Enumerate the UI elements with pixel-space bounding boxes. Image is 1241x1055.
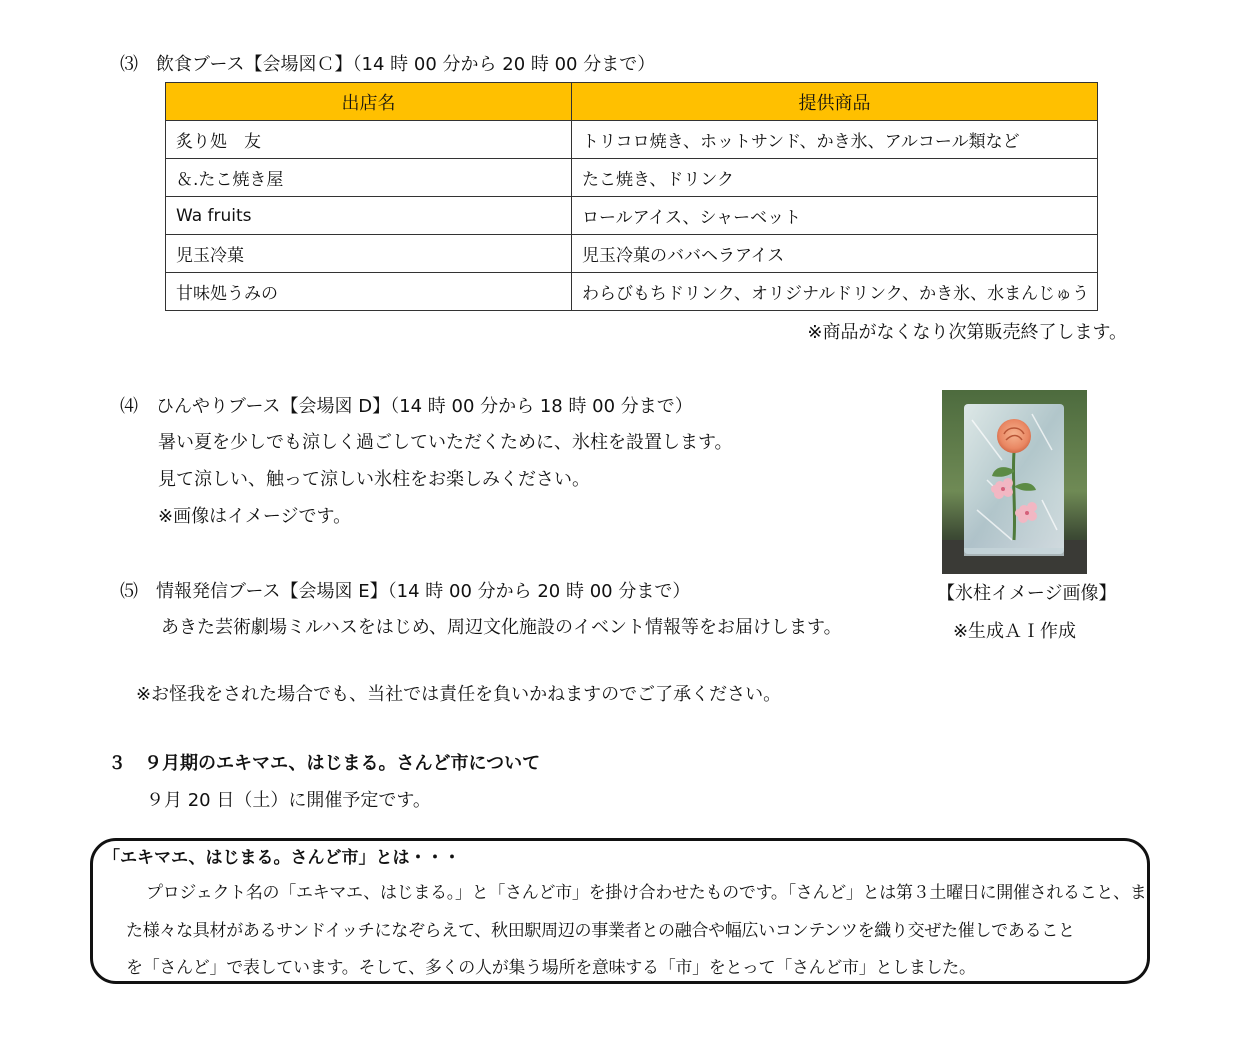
shop-name: ＆.たこ焼き屋: [166, 159, 572, 197]
shop-products: ロールアイス、シャーベット: [572, 197, 1098, 235]
table-row: [166, 235, 1098, 273]
column-header-products: 提供商品: [572, 83, 1098, 121]
image-credit: ※生成ＡＩ作成: [952, 621, 1077, 642]
table-header-row: [166, 83, 1098, 121]
shop-name: 児玉冷菓: [166, 235, 572, 273]
ice-pillar-image: [942, 390, 1087, 574]
table-row: [166, 159, 1098, 197]
info-box-line: た様々な具材があるサンドイッチになぞらえて、秋田駅周辺の事業者との融合や幅広いコンテンツを織り交ぜた催しであること: [126, 921, 1075, 941]
section-4-heading: ⑷ ひんやりブース【会場図 D】（14 時 00 分から 18 時 00 分まで）: [120, 396, 693, 417]
disclaimer: ※お怪我をされた場合でも、当社では責任を負いかねますのでご了承ください。: [136, 684, 782, 705]
shop-products: トリコロ焼き、ホットサンド、かき氷、アルコール類など: [572, 121, 1098, 159]
section-next-body: ９月 20 日（土）に開催予定です。: [146, 790, 431, 811]
shop-name: Wa fruits: [166, 197, 572, 235]
section-4-line: ※画像はイメージです。: [158, 506, 352, 527]
info-box-line: プロジェクト名の「エキマエ、はじまる。」と「さんど市」を掛け合わせたものです。「さんど」とは第３土曜日に開催されること、ま: [146, 883, 1147, 903]
section-4-line: 暑い夏を少しでも涼しく過ごしていただくために、氷柱を設置します。: [158, 432, 733, 453]
table-row: [166, 197, 1098, 235]
info-box-title: 「エキマエ、はじまる。さんど市」とは・・・: [103, 848, 461, 868]
booth-table: [165, 82, 1098, 311]
sold-out-note: ※商品がなくなり次第販売終了します。: [807, 322, 1127, 343]
table-row: [166, 121, 1098, 159]
section-5-heading: ⑸ 情報発信ブース【会場図 E】（14 時 00 分から 20 時 00 分まで）: [120, 581, 691, 602]
shop-products: たこ焼き、ドリンク: [572, 159, 1098, 197]
shop-name: 甘味処うみの: [166, 273, 572, 311]
column-header-shop: 出店名: [166, 83, 572, 121]
table-row: [166, 273, 1098, 311]
info-box-line: を「さんど」で表しています。そして、多くの人が集う場所を意味する「市」をとって「さんど市」としました。: [126, 958, 976, 978]
section-next-heading: ３ ９月期のエキマエ、はじまる。さんど市について: [108, 753, 541, 774]
shop-products: わらびもちドリンク、オリジナルドリンク、かき氷、水まんじゅう: [572, 273, 1098, 311]
section-4-line: 見て涼しい、触って涼しい氷柱をお楽しみください。: [158, 469, 590, 490]
section-5-body: あきた芸術劇場ミルハスをはじめ、周辺文化施設のイベント情報等をお届けします。: [161, 617, 842, 638]
section-3-heading: ⑶ 飲食ブース【会場図Ｃ】（14 時 00 分から 20 時 00 分まで）: [120, 54, 656, 75]
shop-products: 児玉冷菓のババヘラアイス: [572, 235, 1098, 273]
shop-name: 炙り処 友: [166, 121, 572, 159]
image-caption: 【氷柱イメージ画像】: [937, 583, 1117, 604]
